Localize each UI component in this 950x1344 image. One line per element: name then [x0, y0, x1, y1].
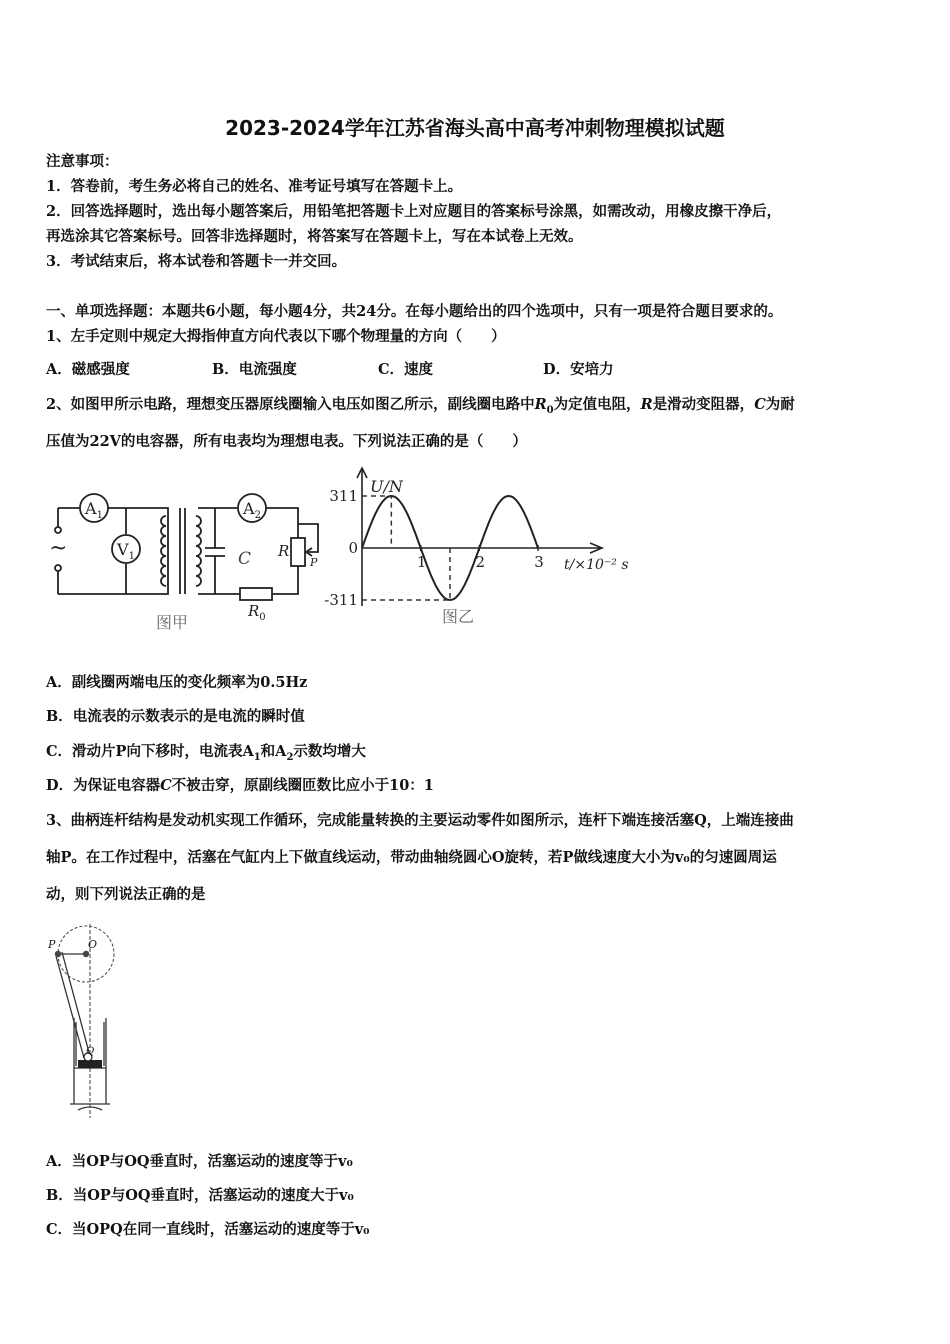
q2-option-c-sub-2: 2 — [286, 751, 294, 763]
q2-stem-line1 — [46, 395, 795, 421]
q2-option-b[interactable]: B．电流表的示数表示的是电流的瞬时值 — [46, 708, 305, 725]
q2-stem-text-c: 是滑动变阻器， — [652, 396, 755, 413]
q2-option-d-text-b: 不被击穿，原副线圈匝数比应小于10：1 — [171, 777, 434, 794]
q3-option-a[interactable]: A．当OP与OQ垂直时，活塞运动的速度等于v₀ — [46, 1153, 353, 1170]
q2-option-c-sub-1: 1 — [253, 751, 261, 763]
x-tick-label-0: 1 — [416, 553, 427, 571]
v1-label: V — [117, 540, 129, 559]
r0-label: R — [248, 602, 260, 620]
q2-option-d[interactable] — [46, 776, 434, 796]
notice-item-1: 1．答卷前，考生务必将自己的姓名、准考证号填写在答题卡上。 — [46, 178, 463, 195]
chart-ylabel: U/N — [370, 477, 403, 496]
q1-option-a[interactable]: A．磁感强度 — [46, 361, 130, 378]
q2-option-c-text-b: 和A — [260, 743, 287, 760]
q2-stem-line2: 压值为22V的电容器，所有电表均为理想电表。下列说法正确的是（ ） — [46, 433, 527, 450]
a2-label: A — [243, 499, 255, 518]
q2-stem-text-d: 为耐 — [765, 396, 795, 413]
q1-option-d[interactable]: D．安培力 — [543, 361, 614, 378]
q1-option-c[interactable]: C．速度 — [378, 361, 434, 378]
q2-stem-text-b: 为定值电阻， — [553, 396, 641, 413]
y-tick-label-1: 0 — [348, 539, 358, 557]
section-heading: 一、单项选择题：本题共6小题，每小题4分，共24分。在每小题给出的四个选项中，只有一项是符合题目要求的。 — [46, 303, 783, 320]
x-tick-label-1: 2 — [475, 553, 486, 571]
peak-guide-line — [362, 496, 391, 548]
q2-option-c[interactable] — [46, 742, 366, 768]
q2-option-c-text-c: 示数均增大 — [293, 743, 366, 760]
crank-p-label: P — [48, 938, 56, 951]
r-label: R — [278, 542, 290, 560]
q2-stem-text-a: 2、如图甲所示电路，理想变压器原线圈输入电压如图乙所示，副线圈电路中 — [46, 396, 535, 413]
trough-guide-line — [362, 548, 450, 600]
q3-option-b[interactable]: B．当OP与OQ垂直时，活塞运动的速度大于v₀ — [46, 1187, 354, 1204]
crank-o-label: O — [88, 938, 98, 951]
q2-option-c-text-a: C．滑动片P向下移时，电流表A — [46, 743, 254, 760]
c-label: C — [238, 549, 252, 569]
q3-stem-line1: 3、曲柄连杆结构是发动机实现工作循环，完成能量转换的主要运动零件如图所示，连杆下端连接活塞Q，上端连接曲 — [46, 812, 794, 829]
q2-option-d-c-symbol: C — [160, 777, 172, 794]
p-label: P — [310, 556, 318, 569]
svg-text:R0 — [247, 602, 266, 623]
a1-label: A — [85, 499, 97, 518]
a1-sub: 1 — [96, 510, 103, 521]
circuit-diagram — [40, 470, 340, 640]
r0-label-sub: 0 — [259, 612, 266, 623]
a2-sub: 2 — [254, 510, 261, 521]
fig-a-caption: 图甲 — [156, 613, 189, 632]
notice-item-3: 3．考试结束后，将本试卷和答题卡一并交回。 — [46, 253, 347, 270]
r-symbol: R — [640, 396, 653, 413]
y-tick-label-2: -311 — [324, 591, 358, 609]
v1-sub: 1 — [128, 551, 135, 562]
c-symbol: C — [754, 396, 766, 413]
notice-item-2-cont: 再选涂其它答案标号。回答非选择题时，将答案写在答题卡上，写在本试卷上无效。 — [46, 228, 583, 245]
fig-b-caption: 图乙 — [442, 607, 475, 626]
r0-sub: 0 — [546, 404, 554, 416]
q3-stem-line2: 轴P。在工作过程中，活塞在气缸内上下做直线运动，带动曲轴绕圆心O旋转，若P做线速度大小为v₀的匀速圆周运 — [46, 849, 777, 866]
notice-heading: 注意事项： — [46, 153, 119, 170]
voltage-chart — [318, 460, 638, 635]
crank-q-label: Q — [86, 1046, 95, 1057]
notice-item-2: 2．回答选择题时，选出每小题答案后，用铅笔把答题卡上对应题目的答案标号涂黑，如需改动，用橡皮擦干净后， — [46, 203, 782, 220]
q3-option-c[interactable]: C．当OPQ在同一直线时，活塞运动的速度等于v₀ — [46, 1221, 370, 1238]
y-tick-label-0: 311 — [329, 487, 358, 505]
crank-rod-diagram — [40, 918, 130, 1123]
q2-option-a[interactable]: A．副线圈两端电压的变化频率为0.5Hz — [46, 674, 308, 691]
q2-option-d-text-a: D．为保证电容器 — [46, 777, 161, 794]
q1-option-b[interactable]: B．电流强度 — [212, 361, 297, 378]
q1-stem: 1、左手定则中规定大拇指伸直方向代表以下哪个物理量的方向（ ） — [46, 328, 506, 345]
x-tick-label-2: 3 — [534, 553, 544, 571]
page-title: 2023-2024学年江苏省海头高中高考冲刺物理模拟试题 — [225, 116, 725, 140]
source-symbol: ~ — [49, 536, 68, 561]
q3-stem-line3: 动，则下列说法正确的是 — [46, 886, 206, 903]
r0-symbol: R — [534, 396, 547, 413]
chart-xlabel: t/×10⁻² s — [564, 557, 629, 573]
